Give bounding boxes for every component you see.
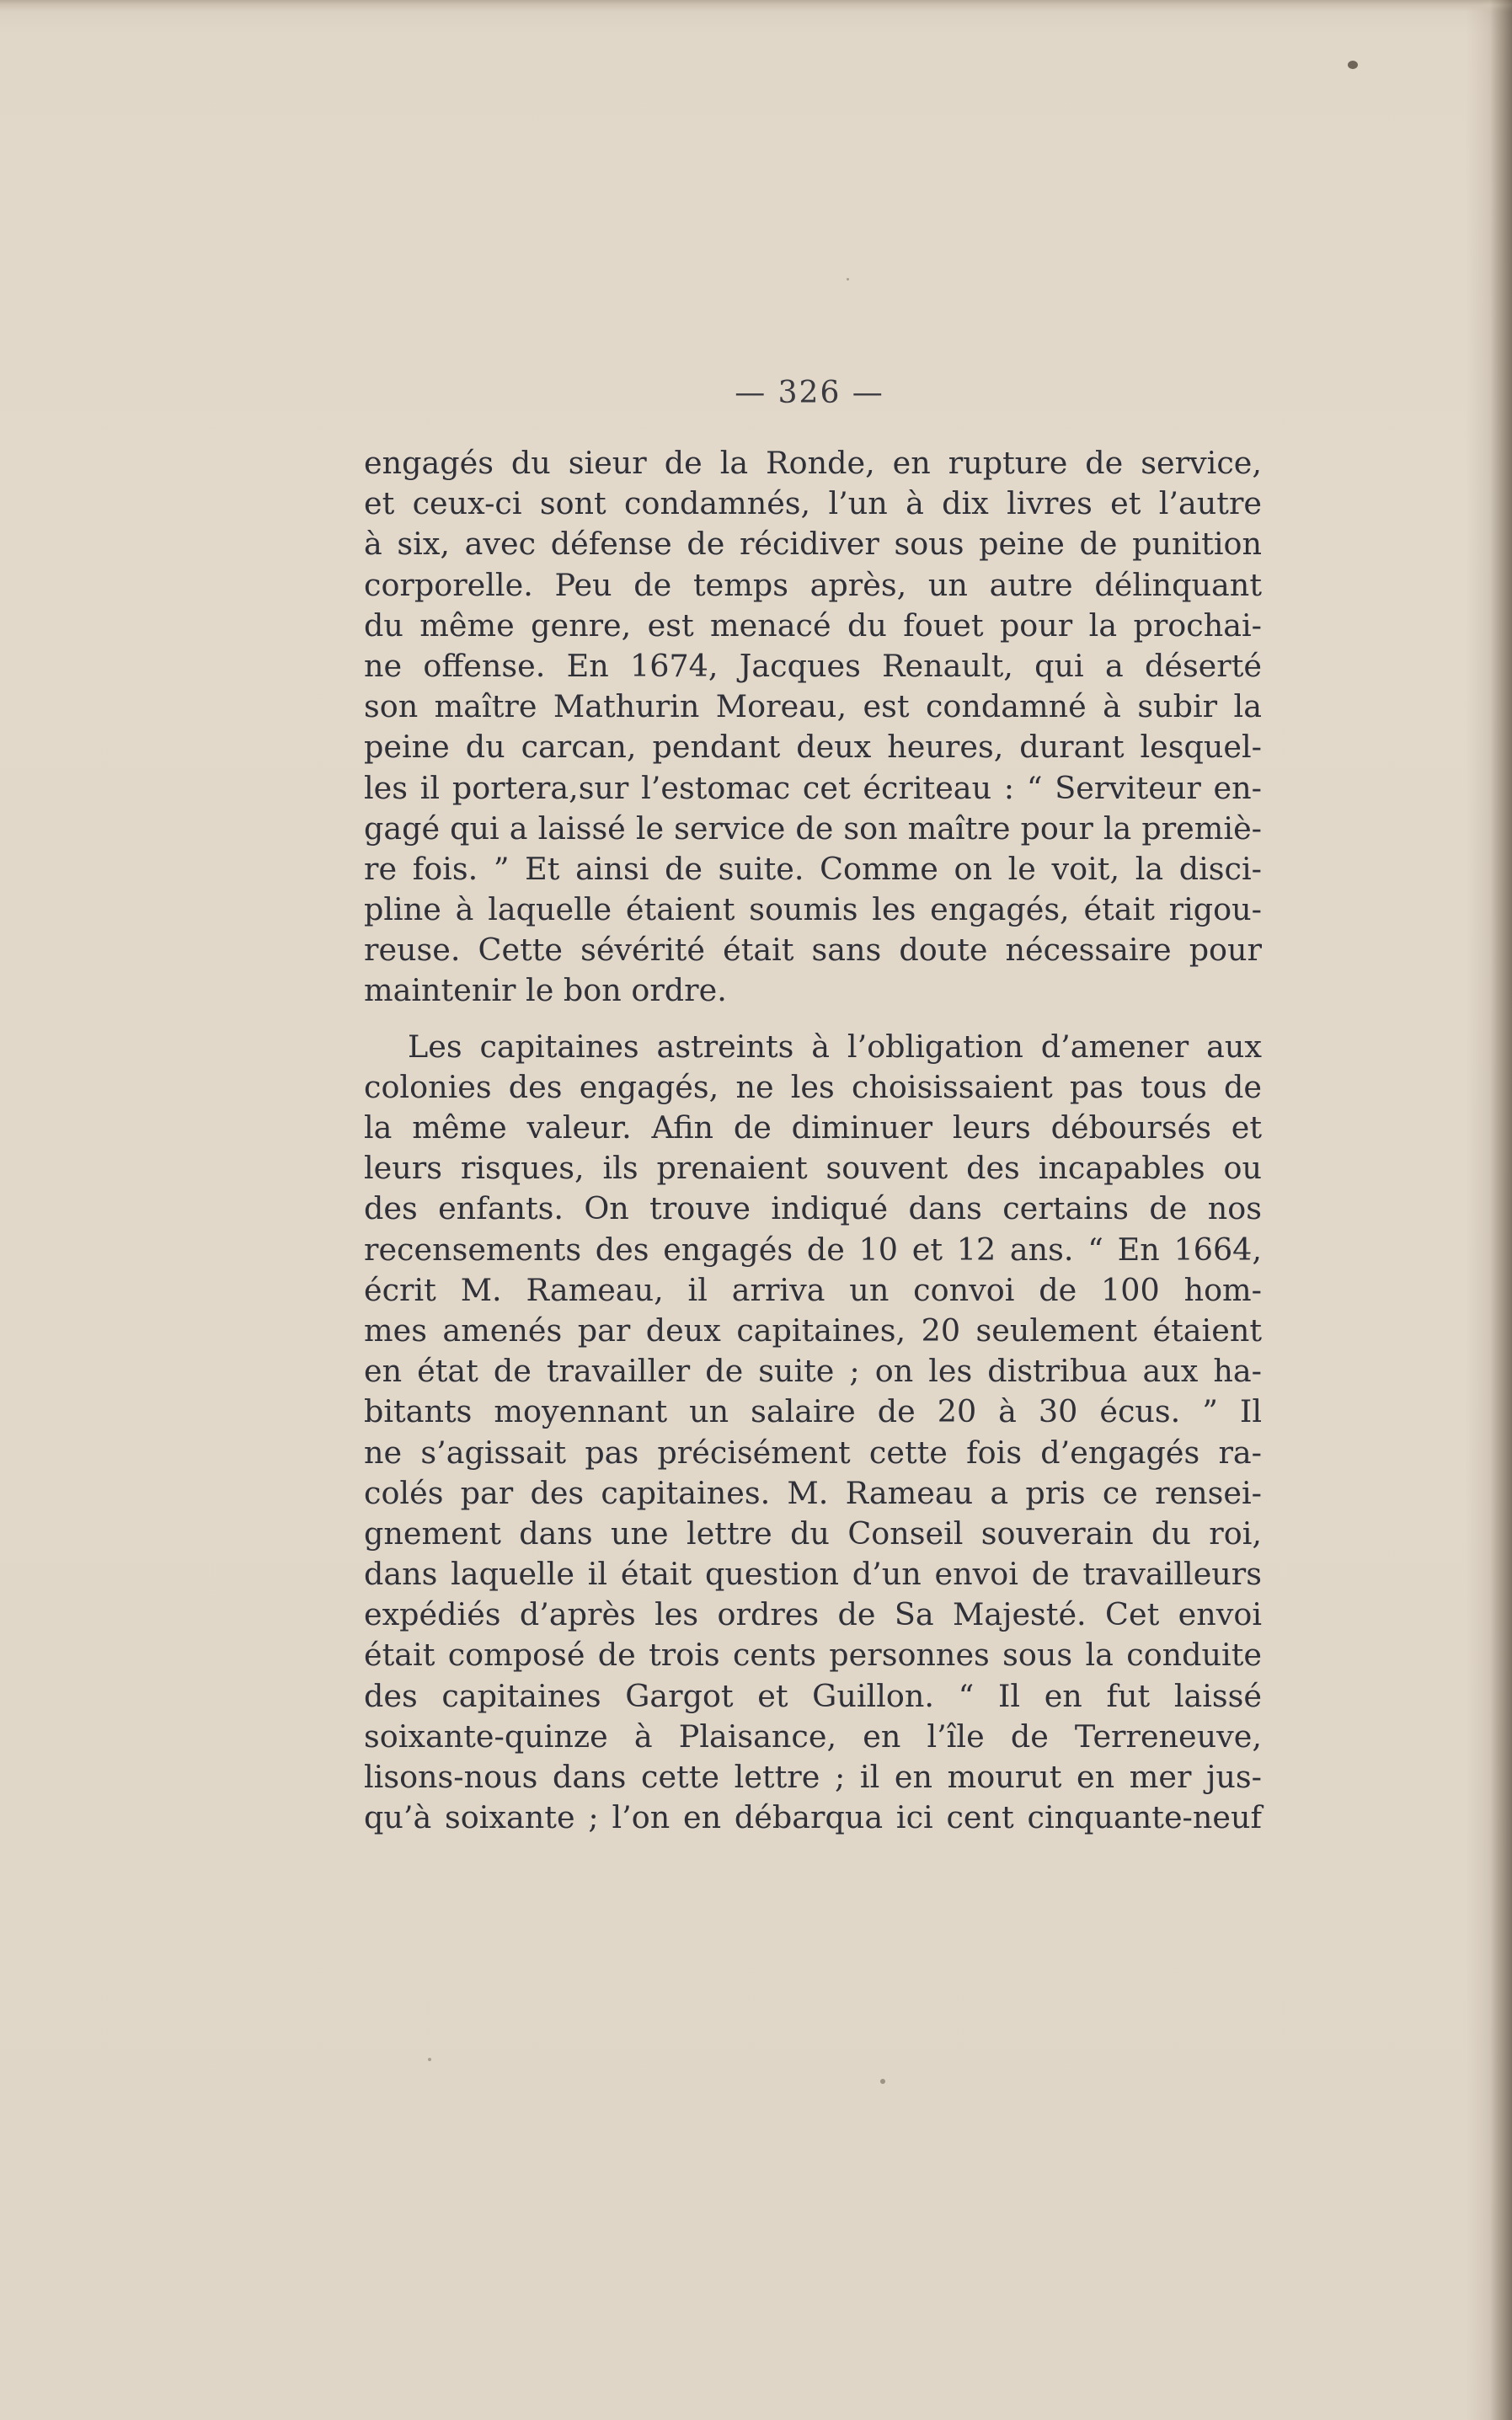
body-text — [364, 443, 1262, 1838]
text-line: bitants moyennant un salaire de 20 à 30 écus. ” Il — [364, 1393, 1262, 1430]
text-line: reuse. Cette sévérité était sans doute nécessaire pour — [364, 932, 1262, 969]
paragraph — [364, 1027, 1262, 1839]
text-line: maintenir le bon ordre. — [364, 972, 727, 1009]
paper-speck — [880, 2079, 885, 2084]
text-line: gagé qui a laissé le service de son maître pour la premiè- — [364, 809, 1262, 847]
text-line: les il portera,sur l’estomac cet écriteau : “ Serviteur en- — [364, 769, 1262, 806]
text-line: re fois. ” Et ainsi de suite. Comme on le voit, la disci- — [364, 850, 1262, 887]
text-line: colonies des engagés, ne les choisissaient pas tous de — [364, 1068, 1262, 1105]
paragraph-gap — [364, 1012, 1262, 1027]
text-line: la même valeur. Afin de diminuer leurs déboursés et — [364, 1109, 1262, 1146]
text-line: gnement dans une lettre du Conseil souverain du roi, — [364, 1515, 1262, 1552]
page-binding-shadow — [1490, 0, 1512, 2420]
text-line: son maître Mathurin Moreau, est condamné à subir la — [364, 688, 1262, 725]
page-top-edge — [0, 0, 1512, 12]
text-line: corporelle. Peu de temps après, un autre délinquant — [364, 566, 1262, 603]
text-line: ne offense. En 1674, Jacques Renault, qui a déserté — [364, 647, 1262, 684]
text-line: était composé de trois cents personnes sous la conduite — [364, 1637, 1262, 1674]
text-line: leurs risques, ils prenaient souvent des incapables ou — [364, 1150, 1262, 1187]
text-line: et ceux-ci sont condamnés, l’un à dix livres et l’autre — [364, 485, 1262, 522]
text-line: dans laquelle il était question d’un envoi de travailleurs — [364, 1556, 1262, 1593]
text-line: des capitaines Gargot et Guillon. “ Il en fut laissé — [364, 1677, 1262, 1714]
text-line: lisons-nous dans cette lettre ; il en mourut en mer jus- — [364, 1759, 1262, 1795]
paragraph — [364, 443, 1262, 1012]
paper-speck — [1348, 61, 1358, 69]
paper-speck — [428, 2058, 431, 2061]
text-line: qu’à soixante ; l’on en débarqua ici cent cinquante-neuf — [364, 1799, 1262, 1836]
text-line: du même genre, est menacé du fouet pour la prochai- — [364, 606, 1262, 644]
text-line: écrit M. Rameau, il arriva un convoi de 100 hom- — [364, 1271, 1262, 1308]
page-number: — 326 — — [735, 376, 884, 410]
text-line: soixante-quinze à Plaisance, en l’île de Terreneuve, — [364, 1718, 1262, 1755]
text-line: en état de travailler de suite ; on les distribua aux ha- — [364, 1353, 1262, 1390]
text-line: expédiés d’après les ordres de Sa Majesté. Cet envoi — [364, 1596, 1262, 1633]
text-line: recensements des engagés de 10 et 12 ans. “ En 1664, — [364, 1231, 1262, 1268]
paper-speck — [847, 278, 849, 280]
text-line: des enfants. On trouve indiqué dans certains de nos — [364, 1190, 1262, 1227]
text-line: peine du carcan, pendant deux heures, durant lesquel- — [364, 729, 1262, 766]
text-line: mes amenés par deux capitaines, 20 seulement étaient — [364, 1312, 1262, 1349]
text-line: Les capitaines astreints à l’obligation d’amener aux — [408, 1028, 1262, 1065]
text-line: engagés du sieur de la Ronde, en rupture de service, — [364, 445, 1262, 481]
text-line: colés par des capitaines. M. Rameau a pris ce rensei- — [364, 1474, 1262, 1511]
text-line: à six, avec défense de récidiver sous peine de punition — [364, 526, 1262, 563]
text-line: pline à laquelle étaient soumis les engagés, était rigou- — [364, 891, 1262, 928]
text-line: ne s’agissait pas précisément cette fois d’engagés ra- — [364, 1434, 1262, 1471]
